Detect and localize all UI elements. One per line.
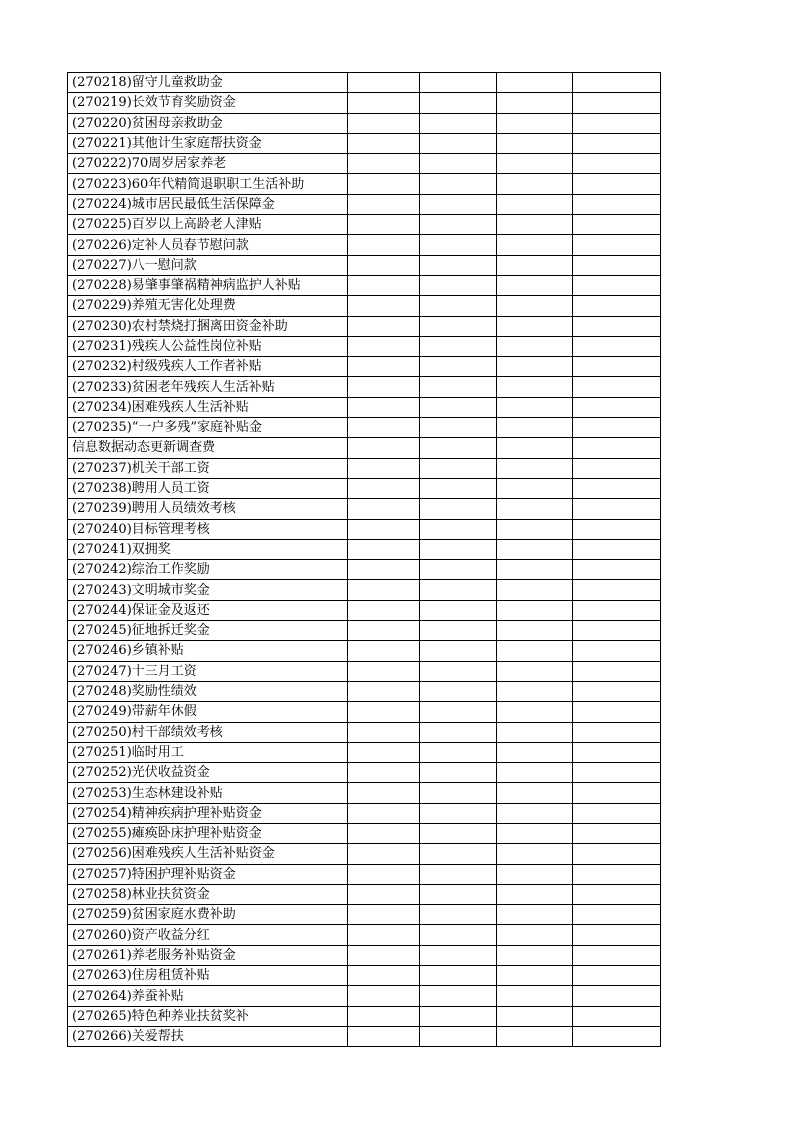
table-row [68,93,661,113]
empty-cell[interactable] [497,823,573,843]
empty-cell[interactable] [573,93,661,113]
table-row [68,478,661,498]
empty-cell[interactable] [573,73,661,93]
table-row [68,1026,661,1046]
empty-cell[interactable] [348,823,420,843]
empty-cell[interactable] [348,73,420,93]
empty-cell[interactable] [573,641,661,661]
item-name-cell[interactable]: (270266)关爱帮扶 [68,1026,348,1046]
table-row [68,539,661,559]
empty-cell[interactable] [348,580,420,600]
empty-cell[interactable] [420,133,497,153]
table-row [68,438,661,458]
empty-cell[interactable] [420,539,497,559]
empty-cell[interactable] [573,215,661,235]
empty-cell[interactable] [497,1006,573,1026]
empty-cell[interactable] [497,742,573,762]
table-row [68,1006,661,1026]
empty-cell[interactable] [573,235,661,255]
empty-cell[interactable] [420,823,497,843]
table-row [68,681,661,701]
table-row [68,418,661,438]
empty-cell[interactable] [497,93,573,113]
item-name-cell[interactable]: (270264)养蚕补贴 [68,986,348,1006]
empty-cell[interactable] [348,844,420,864]
table-row [68,336,661,356]
empty-cell[interactable] [348,438,420,458]
empty-cell[interactable] [573,194,661,214]
table-row [68,357,661,377]
table-row [68,73,661,93]
empty-cell[interactable] [420,458,497,478]
empty-cell[interactable] [348,336,420,356]
item-name-cell[interactable]: (270225)百岁以上高龄老人津贴 [68,215,348,235]
empty-cell[interactable] [497,316,573,336]
empty-cell[interactable] [573,133,661,153]
empty-cell[interactable] [348,600,420,620]
table-row [68,905,661,925]
empty-cell[interactable] [497,925,573,945]
empty-cell[interactable] [420,783,497,803]
item-name-cell[interactable]: (270231)残疾人公益性岗位补贴 [68,336,348,356]
empty-cell[interactable] [573,1006,661,1026]
empty-cell[interactable] [420,560,497,580]
empty-cell[interactable] [420,621,497,641]
empty-cell[interactable] [497,418,573,438]
empty-cell[interactable] [497,154,573,174]
empty-cell[interactable] [573,397,661,417]
item-name-cell[interactable]: (270224)城市居民最低生活保障金 [68,194,348,214]
empty-cell[interactable] [573,255,661,275]
item-name-cell[interactable]: (270258)林业扶贫资金 [68,884,348,904]
empty-cell[interactable] [573,499,661,519]
empty-cell[interactable] [348,255,420,275]
empty-cell[interactable] [497,661,573,681]
table-body [68,73,661,1047]
table-row [68,235,661,255]
empty-cell[interactable] [348,377,420,397]
empty-cell[interactable] [420,316,497,336]
table-row [68,925,661,945]
empty-cell[interactable] [497,255,573,275]
empty-cell[interactable] [497,966,573,986]
table-row [68,722,661,742]
empty-cell[interactable] [348,519,420,539]
empty-cell[interactable] [420,661,497,681]
empty-cell[interactable] [497,478,573,498]
table-row [68,600,661,620]
empty-cell[interactable] [573,681,661,701]
table-row [68,316,661,336]
empty-cell[interactable] [497,560,573,580]
empty-cell[interactable] [573,702,661,722]
item-name-cell[interactable]: (270219)长效节育奖励资金 [68,93,348,113]
table-row [68,580,661,600]
empty-cell[interactable] [420,499,497,519]
empty-cell[interactable] [573,763,661,783]
empty-cell[interactable] [348,925,420,945]
item-name-cell[interactable]: (270230)农村禁烧打捆离田资金补助 [68,316,348,336]
table-row [68,397,661,417]
empty-cell[interactable] [497,438,573,458]
empty-cell[interactable] [573,823,661,843]
empty-cell[interactable] [497,905,573,925]
empty-cell[interactable] [573,621,661,641]
empty-cell[interactable] [420,945,497,965]
empty-cell[interactable] [497,641,573,661]
item-name-cell[interactable]: (270259)贫困家庭水费补助 [68,905,348,925]
empty-cell[interactable] [573,275,661,295]
empty-cell[interactable] [420,1006,497,1026]
table-row [68,458,661,478]
empty-cell[interactable] [348,215,420,235]
empty-cell[interactable] [573,560,661,580]
empty-cell[interactable] [573,884,661,904]
empty-cell[interactable] [573,803,661,823]
empty-cell[interactable] [573,905,661,925]
empty-cell[interactable] [348,133,420,153]
item-name-cell[interactable]: (270243)文明城市奖金 [68,580,348,600]
item-name-cell[interactable]: (270218)留守儿童救助金 [68,73,348,93]
empty-cell[interactable] [497,458,573,478]
table-row [68,702,661,722]
empty-cell[interactable] [497,336,573,356]
empty-cell[interactable] [420,113,497,133]
empty-cell[interactable] [420,275,497,295]
item-name-cell[interactable]: (270226)定补人员春节慰问款 [68,235,348,255]
table-row [68,296,661,316]
item-name-cell[interactable]: (270255)瘫痪卧床护理补贴资金 [68,823,348,843]
empty-cell[interactable] [497,803,573,823]
empty-cell[interactable] [348,1006,420,1026]
empty-cell[interactable] [497,844,573,864]
empty-cell[interactable] [420,418,497,438]
empty-cell[interactable] [497,194,573,214]
empty-cell[interactable] [420,215,497,235]
empty-cell[interactable] [420,641,497,661]
empty-cell[interactable] [420,93,497,113]
empty-cell[interactable] [573,661,661,681]
empty-cell[interactable] [420,884,497,904]
empty-cell[interactable] [497,986,573,1006]
empty-cell[interactable] [497,539,573,559]
item-name-cell[interactable]: (270247)十三月工资 [68,661,348,681]
empty-cell[interactable] [420,377,497,397]
empty-cell[interactable] [497,681,573,701]
table-row [68,215,661,235]
empty-cell[interactable] [348,763,420,783]
item-name-cell[interactable]: (270238)聘用人员工资 [68,478,348,498]
empty-cell[interactable] [348,539,420,559]
empty-cell[interactable] [497,275,573,295]
empty-cell[interactable] [348,316,420,336]
empty-cell[interactable] [497,945,573,965]
empty-cell[interactable] [420,986,497,1006]
empty-cell[interactable] [497,783,573,803]
table-row [68,763,661,783]
item-name-cell[interactable]: (270257)特困护理补贴资金 [68,864,348,884]
empty-cell[interactable] [573,600,661,620]
empty-cell[interactable] [573,925,661,945]
item-name-cell[interactable]: (270254)精神疾病护理补贴资金 [68,803,348,823]
empty-cell[interactable] [420,438,497,458]
item-name-cell[interactable]: (270250)村干部绩效考核 [68,722,348,742]
empty-cell[interactable] [573,580,661,600]
empty-cell[interactable] [420,194,497,214]
empty-cell[interactable] [348,884,420,904]
empty-cell[interactable] [348,661,420,681]
empty-cell[interactable] [420,803,497,823]
empty-cell[interactable] [497,113,573,133]
item-name-cell[interactable]: (270245)征地拆迁奖金 [68,621,348,641]
empty-cell[interactable] [420,1026,497,1046]
item-name-cell[interactable]: (270233)贫困老年残疾人生活补贴 [68,377,348,397]
empty-cell[interactable] [348,499,420,519]
empty-cell[interactable] [348,905,420,925]
empty-cell[interactable] [420,600,497,620]
empty-cell[interactable] [573,296,661,316]
item-name-cell[interactable]: (270265)特色种养业扶贫奖补 [68,1006,348,1026]
item-name-cell[interactable]: (270229)养殖无害化处理费 [68,296,348,316]
empty-cell[interactable] [573,966,661,986]
empty-cell[interactable] [348,397,420,417]
item-name-cell[interactable]: (270240)目标管理考核 [68,519,348,539]
empty-cell[interactable] [348,418,420,438]
empty-cell[interactable] [497,133,573,153]
item-name-cell[interactable]: (270220)贫困母亲救助金 [68,113,348,133]
empty-cell[interactable] [420,478,497,498]
item-name-cell[interactable]: (270260)资产收益分红 [68,925,348,945]
empty-cell[interactable] [573,336,661,356]
empty-cell[interactable] [348,1026,420,1046]
empty-cell[interactable] [348,357,420,377]
empty-cell[interactable] [348,945,420,965]
empty-cell[interactable] [348,275,420,295]
empty-cell[interactable] [497,763,573,783]
empty-cell[interactable] [348,702,420,722]
item-name-cell[interactable]: (270244)保证金及返还 [68,600,348,620]
table-row [68,986,661,1006]
empty-cell[interactable] [348,803,420,823]
empty-cell[interactable] [497,519,573,539]
empty-cell[interactable] [497,1026,573,1046]
item-name-cell[interactable]: (270252)光伏收益资金 [68,763,348,783]
empty-cell[interactable] [573,742,661,762]
empty-cell[interactable] [420,742,497,762]
empty-cell[interactable] [348,681,420,701]
table-row [68,174,661,194]
table-row [68,783,661,803]
empty-cell[interactable] [348,783,420,803]
empty-cell[interactable] [497,296,573,316]
table-row [68,641,661,661]
empty-cell[interactable] [497,174,573,194]
table-row [68,966,661,986]
item-name-cell[interactable]: (270232)村级残疾人工作者补贴 [68,357,348,377]
table-row [68,661,661,681]
empty-cell[interactable] [348,458,420,478]
empty-cell[interactable] [420,235,497,255]
table-row [68,154,661,174]
empty-cell[interactable] [573,722,661,742]
empty-cell[interactable] [348,621,420,641]
item-name-cell[interactable]: (270241)双拥奖 [68,539,348,559]
empty-cell[interactable] [420,296,497,316]
empty-cell[interactable] [420,336,497,356]
table-row [68,823,661,843]
table-row [68,621,661,641]
item-name-cell[interactable]: (270263)住房租赁补贴 [68,966,348,986]
item-name-cell[interactable]: (270249)带薪年休假 [68,702,348,722]
table-row [68,113,661,133]
item-name-cell[interactable]: (270261)养老服务补贴资金 [68,945,348,965]
table-row [68,945,661,965]
empty-cell[interactable] [497,621,573,641]
item-name-cell[interactable]: (270253)生态林建设补贴 [68,783,348,803]
data-table [67,72,661,1047]
table-row [68,884,661,904]
table-row [68,377,661,397]
empty-cell[interactable] [497,722,573,742]
table-row [68,560,661,580]
empty-cell[interactable] [348,113,420,133]
item-name-cell[interactable]: (270234)困难残疾人生活补贴 [68,397,348,417]
empty-cell[interactable] [497,884,573,904]
empty-cell[interactable] [497,215,573,235]
empty-cell[interactable] [348,194,420,214]
empty-cell[interactable] [573,154,661,174]
empty-cell[interactable] [420,925,497,945]
empty-cell[interactable] [348,742,420,762]
empty-cell[interactable] [420,397,497,417]
empty-cell[interactable] [573,316,661,336]
table-row [68,275,661,295]
empty-cell[interactable] [420,681,497,701]
table-row [68,803,661,823]
item-name-cell[interactable]: (270248)奖励性绩效 [68,681,348,701]
empty-cell[interactable] [497,357,573,377]
empty-cell[interactable] [497,702,573,722]
empty-cell[interactable] [420,255,497,275]
empty-cell[interactable] [348,235,420,255]
table-row [68,194,661,214]
empty-cell[interactable] [573,519,661,539]
empty-cell[interactable] [348,864,420,884]
item-name-cell[interactable]: (270227)八一慰问款 [68,255,348,275]
empty-cell[interactable] [348,966,420,986]
item-name-cell[interactable]: (270251)临时用工 [68,742,348,762]
empty-cell[interactable] [420,702,497,722]
empty-cell[interactable] [573,377,661,397]
empty-cell[interactable] [420,844,497,864]
empty-cell[interactable] [573,986,661,1006]
table-row [68,499,661,519]
empty-cell[interactable] [497,580,573,600]
item-name-cell[interactable]: 信息数据动态更新调查费 [68,438,348,458]
empty-cell[interactable] [573,1026,661,1046]
empty-cell[interactable] [420,966,497,986]
item-name-cell[interactable]: (270223)60年代精简退职职工生活补助 [68,174,348,194]
empty-cell[interactable] [573,783,661,803]
empty-cell[interactable] [420,519,497,539]
empty-cell[interactable] [573,478,661,498]
empty-cell[interactable] [420,580,497,600]
item-name-cell[interactable]: (270239)聘用人员绩效考核 [68,499,348,519]
empty-cell[interactable] [348,641,420,661]
empty-cell[interactable] [348,986,420,1006]
empty-cell[interactable] [573,438,661,458]
empty-cell[interactable] [497,600,573,620]
empty-cell[interactable] [420,357,497,377]
empty-cell[interactable] [573,418,661,438]
empty-cell[interactable] [348,722,420,742]
table-row [68,742,661,762]
item-name-cell[interactable]: (270228)易肇事肇祸精神病监护人补贴 [68,275,348,295]
table-row [68,519,661,539]
empty-cell[interactable] [348,154,420,174]
empty-cell[interactable] [573,174,661,194]
empty-cell[interactable] [348,560,420,580]
item-name-cell[interactable]: (270242)综治工作奖励 [68,560,348,580]
table-row [68,844,661,864]
item-name-cell[interactable]: (270221)其他计生家庭帮扶资金 [68,133,348,153]
empty-cell[interactable] [573,539,661,559]
item-name-cell[interactable]: (270222)70周岁居家养老 [68,154,348,174]
table-row [68,133,661,153]
empty-cell[interactable] [420,154,497,174]
empty-cell[interactable] [497,235,573,255]
empty-cell[interactable] [348,93,420,113]
empty-cell[interactable] [420,905,497,925]
empty-cell[interactable] [497,377,573,397]
empty-cell[interactable] [573,458,661,478]
item-name-cell[interactable]: (270256)困难残疾人生活补贴资金 [68,844,348,864]
empty-cell[interactable] [573,357,661,377]
empty-cell[interactable] [420,174,497,194]
table-row [68,255,661,275]
empty-cell[interactable] [420,722,497,742]
empty-cell[interactable] [573,113,661,133]
empty-cell[interactable] [573,844,661,864]
item-name-cell[interactable]: (270237)机关干部工资 [68,458,348,478]
table-row [68,864,661,884]
empty-cell[interactable] [497,397,573,417]
empty-cell[interactable] [420,864,497,884]
empty-cell[interactable] [420,763,497,783]
item-name-cell[interactable]: (270235)“一户多残”家庭补贴金 [68,418,348,438]
empty-cell[interactable] [497,499,573,519]
empty-cell[interactable] [348,296,420,316]
empty-cell[interactable] [497,864,573,884]
empty-cell[interactable] [497,73,573,93]
item-name-cell[interactable]: (270246)乡镇补贴 [68,641,348,661]
empty-cell[interactable] [573,864,661,884]
empty-cell[interactable] [573,945,661,965]
empty-cell[interactable] [348,174,420,194]
empty-cell[interactable] [420,73,497,93]
empty-cell[interactable] [348,478,420,498]
